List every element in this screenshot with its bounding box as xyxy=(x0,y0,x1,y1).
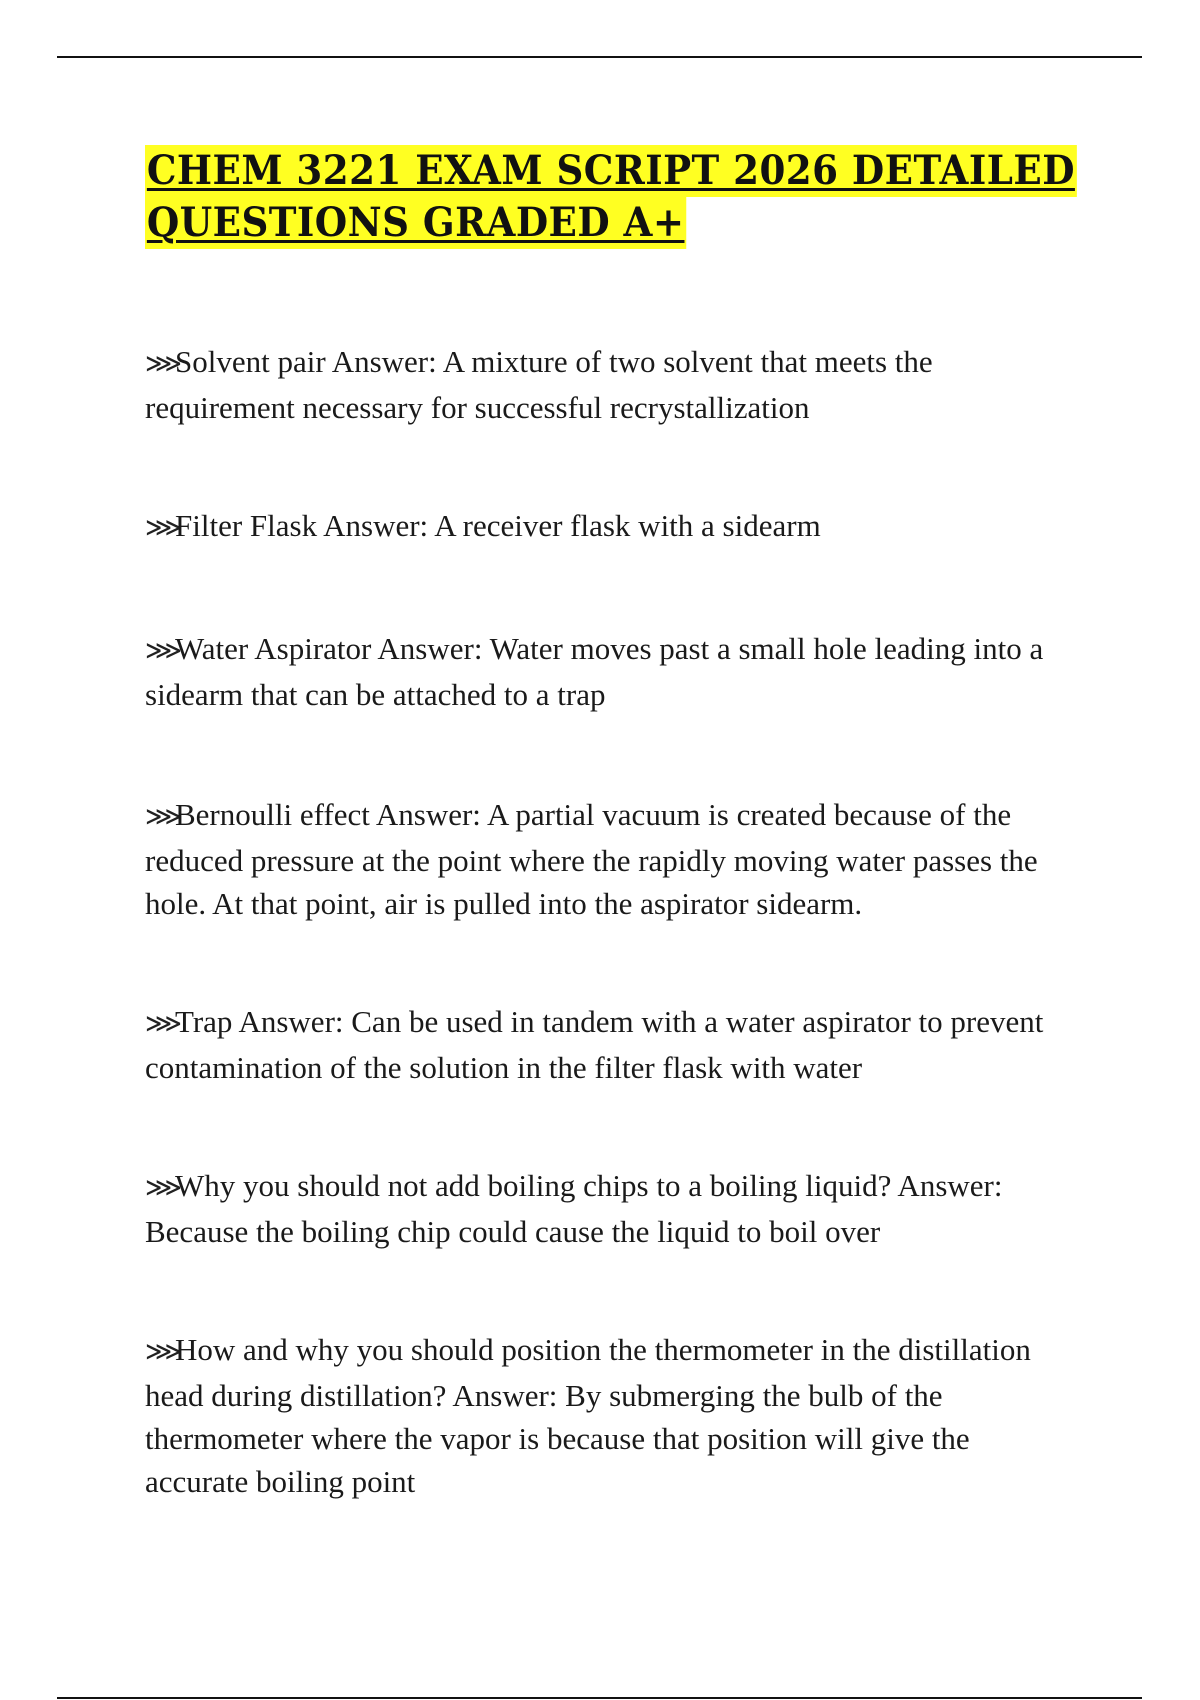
qa-text: Water Aspirator Answer: Water moves past a small hole leading into a sidearm that can be attached to a trap xyxy=(145,631,1044,712)
arrow-bullet-icon: ⋙ xyxy=(145,802,182,832)
qa-item xyxy=(145,627,1075,716)
qa-text: Solvent pair Answer: A mixture of two solvent that meets the requirement necessary for successful recrystallization xyxy=(145,344,933,425)
arrow-bullet-icon: ⋙ xyxy=(145,1337,182,1367)
qa-text: How and why you should position the thermometer in the distillation head during distillation? Answer: By submerging the bulb of the thermometer where the vapor is because that position will give the accurate boiling point xyxy=(145,1332,1031,1499)
qa-item xyxy=(145,1328,1075,1503)
qa-text: Bernoulli effect Answer: A partial vacuum is created because of the reduced pressure at the point where the rapidly moving water passes the hole. At that point, air is pulled into the aspirator sidearm. xyxy=(145,797,1038,921)
title-line-1: CHEM 3221 EXAM SCRIPT 2026 DETAILED xyxy=(145,145,1077,197)
qa-list xyxy=(145,340,1075,1503)
qa-text: Filter Flask Answer: A receiver flask with a sidearm xyxy=(175,508,821,543)
qa-item xyxy=(145,504,1075,550)
qa-item xyxy=(145,793,1075,925)
arrow-bullet-icon: ⋙ xyxy=(145,636,182,666)
qa-item xyxy=(145,340,1075,429)
arrow-bullet-icon: ⋙ xyxy=(145,513,182,543)
top-rule xyxy=(57,56,1142,58)
title-line-2: QUESTIONS GRADED A+ xyxy=(145,197,686,249)
arrow-bullet-icon: ⋙ xyxy=(145,1009,182,1039)
qa-item xyxy=(145,1164,1075,1253)
arrow-bullet-icon: ⋙ xyxy=(145,349,182,379)
qa-item xyxy=(145,1000,1075,1089)
qa-text: Why you should not add boiling chips to a boiling liquid? Answer: Because the boiling chip could cause the liquid to boil over xyxy=(145,1168,1003,1249)
qa-text: Trap Answer: Can be used in tandem with a water aspirator to prevent contamination of the solution in the filter flask with water xyxy=(145,1004,1044,1085)
document-title xyxy=(145,145,1085,249)
arrow-bullet-icon: ⋙ xyxy=(145,1173,182,1203)
bottom-rule xyxy=(57,1697,1142,1699)
